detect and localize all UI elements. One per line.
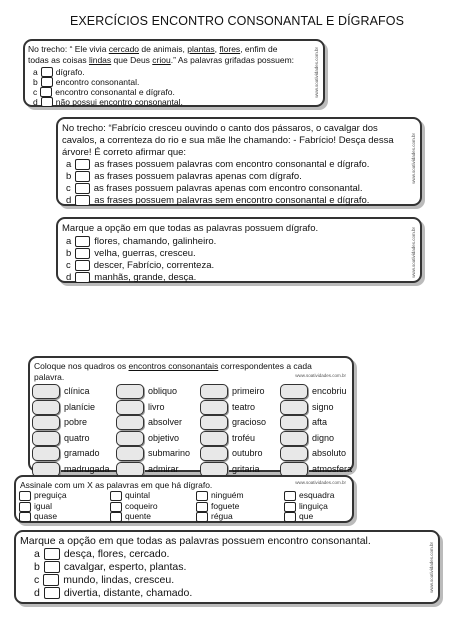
answer-box[interactable]	[200, 400, 228, 415]
underlined-term: encontros consonantais	[128, 361, 219, 371]
answer-checkbox[interactable]	[44, 548, 60, 560]
option-c: c encontro consonantal e dígrafo.	[33, 87, 175, 97]
answer-checkbox[interactable]	[75, 272, 90, 283]
answer-box[interactable]	[32, 415, 60, 430]
watermark: www.soatividades.com.br	[295, 373, 346, 378]
option-c: c mundo, lindas, cresceu.	[34, 574, 175, 586]
answer-box[interactable]	[116, 431, 144, 446]
option-a: a dígrafo.	[33, 67, 85, 77]
answer-box[interactable]	[200, 415, 228, 430]
answer-checkbox[interactable]	[75, 236, 90, 247]
question-1-card	[23, 39, 325, 107]
word-label: absolver	[148, 417, 183, 427]
answer-box[interactable]	[116, 384, 144, 399]
word-label: encobriu	[312, 386, 347, 396]
question-4-text: Coloque nos quadros os encontros consonantais correspondentes a cada palavra.	[34, 361, 312, 382]
answer-checkbox[interactable]	[41, 67, 53, 77]
answer-box[interactable]	[116, 446, 144, 461]
question-2-card	[56, 117, 422, 206]
word-label: digno	[312, 432, 335, 443]
answer-box[interactable]	[280, 415, 308, 430]
answer-checkbox[interactable]	[284, 502, 296, 512]
answer-checkbox[interactable]	[284, 512, 296, 522]
option-d: d manhãs, grande, desça.	[66, 272, 197, 283]
answer-checkbox[interactable]	[19, 491, 31, 501]
answer-checkbox[interactable]	[75, 195, 90, 206]
word-label: atmosfera	[312, 463, 353, 474]
option-b: b cavalgar, esperto, plantas.	[34, 561, 187, 573]
option-d: d não possui encontro consonantal.	[33, 97, 183, 107]
answer-box[interactable]	[32, 446, 60, 461]
word-label: primeiro	[232, 386, 265, 396]
answer-checkbox[interactable]	[44, 587, 60, 599]
answer-box[interactable]	[200, 384, 228, 399]
underlined-word: flores	[219, 44, 241, 54]
option-d: d as frases possuem palavras sem encontro consonantal e dígrafo.	[66, 195, 370, 206]
option-a: a as frases possuem palavras com encontro consonantal e dígrafo.	[66, 159, 370, 170]
word-label: coqueiro	[125, 500, 158, 511]
word-label: que	[299, 511, 314, 521]
word-label: signo	[312, 401, 334, 412]
option-c: c descer, Fabrício, correnteza.	[66, 260, 215, 271]
word-label: clínica	[64, 386, 90, 396]
word-label: gracioso	[232, 417, 267, 427]
answer-checkbox[interactable]	[284, 491, 296, 501]
watermark: www.soatividades.com.br	[314, 47, 319, 98]
option-a: a flores, chamando, galinheiro.	[66, 236, 217, 247]
question-2-text: No trecho: “Fabrício cresceu ouvindo o canto dos pássaros, o cavalgar dos cavalos, a correnteza do rio e sua mãe lhe chamando: - Fabrício! Desça dessa árvore! É correto afirmar que:	[62, 123, 394, 158]
question-6-card	[14, 530, 440, 604]
watermark: www.soatividades.com.br	[411, 133, 416, 184]
answer-box[interactable]	[32, 431, 60, 446]
answer-box[interactable]	[200, 446, 228, 461]
answer-checkbox[interactable]	[196, 512, 208, 522]
option-c: c as frases possuem palavras apenas com encontro consonantal.	[66, 183, 363, 194]
answer-box[interactable]	[116, 400, 144, 415]
answer-checkbox[interactable]	[19, 502, 31, 512]
word-label: quente	[125, 511, 151, 521]
word-label: esquadra	[299, 490, 335, 500]
word-label: igual	[34, 500, 52, 511]
word-label: afta	[312, 417, 328, 427]
word-label: objetivo	[148, 432, 180, 443]
underlined-word: cercado	[108, 44, 140, 54]
answer-checkbox[interactable]	[40, 87, 52, 97]
question-1-text: No trecho: “ Ele vivia cercado de animais, plantas, flores, enfim de todas as coisas lindas que Deus criou.” As palavras grifadas possuem:	[28, 44, 295, 65]
page-title: EXERCÍCIOS ENCONTRO CONSONANTAL E DÍGRAFOS	[69, 14, 405, 28]
answer-box[interactable]	[280, 431, 308, 446]
option-b: b velha, guerras, cresceu.	[66, 248, 196, 259]
answer-checkbox[interactable]	[41, 97, 53, 107]
question-3-text: Marque a opção em que todas as palavras possuem dígrafo.	[62, 223, 319, 234]
underlined-word: criou	[152, 54, 171, 65]
word-label: pobre	[64, 417, 88, 427]
answer-checkbox[interactable]	[19, 512, 31, 522]
answer-box[interactable]	[32, 384, 60, 399]
word-label: planície	[64, 401, 96, 412]
answer-checkbox[interactable]	[110, 502, 122, 512]
question-6-text: Marque a opção em que todas as palavras possuem encontro consonantal.	[20, 535, 371, 547]
answer-checkbox[interactable]	[196, 502, 208, 512]
watermark: www.soatividades.com.br	[411, 227, 416, 278]
word-label: gritaria	[232, 463, 260, 474]
question-3-card	[56, 217, 422, 283]
watermark: www.soatividades.com.br	[429, 542, 434, 593]
answer-box[interactable]	[280, 384, 308, 399]
word-label: outubro	[232, 448, 263, 458]
answer-box[interactable]	[200, 431, 228, 446]
answer-checkbox[interactable]	[44, 561, 60, 573]
question-5-text: Assinale com um X as palavras em que há dígrafo.	[20, 480, 213, 490]
question-4-card	[28, 356, 354, 472]
answer-box[interactable]	[32, 400, 60, 415]
word-label: obliquo	[148, 386, 178, 396]
answer-checkbox[interactable]	[75, 159, 90, 170]
word-label: admirar	[148, 463, 179, 474]
word-label: linguiça	[299, 500, 328, 511]
word-label: submarino	[148, 448, 191, 458]
word-label: régua	[211, 511, 233, 521]
answer-checkbox[interactable]	[75, 248, 90, 259]
answer-checkbox[interactable]	[75, 171, 90, 182]
answer-checkbox[interactable]	[43, 574, 59, 586]
option-a: a desça, flores, cercado.	[34, 548, 170, 560]
word-label: madrugada	[64, 463, 110, 474]
watermark: www.soatividades.com.br	[295, 480, 346, 485]
word-label: quintal	[125, 490, 151, 500]
word-label: troféu	[232, 432, 256, 443]
answer-checkbox[interactable]	[196, 491, 208, 501]
answer-box[interactable]	[280, 446, 308, 461]
answer-box[interactable]	[280, 400, 308, 415]
word-label: gramado	[64, 448, 100, 458]
underlined-word: plantas	[187, 44, 215, 54]
answer-checkbox[interactable]	[110, 491, 122, 501]
word-label: livro	[148, 401, 165, 412]
word-label: ninguém	[211, 490, 244, 500]
answer-checkbox[interactable]	[41, 77, 53, 87]
word-label: preguiça	[34, 490, 67, 500]
option-d: d divertia, distante, chamado.	[34, 587, 193, 599]
option-b: b encontro consonantal.	[33, 77, 140, 87]
underlined-word: lindas	[88, 54, 112, 65]
answer-box[interactable]	[116, 415, 144, 430]
word-label: foguete	[211, 500, 240, 511]
answer-checkbox[interactable]	[75, 183, 90, 194]
word-label: quase	[34, 511, 58, 521]
question-5-card	[14, 475, 354, 523]
option-b: b as frases possuem palavras apenas com dígrafo.	[66, 171, 302, 182]
answer-checkbox[interactable]	[110, 512, 122, 522]
word-label: quatro	[64, 432, 90, 443]
word-label: absoluto	[312, 448, 347, 458]
word-label: teatro	[232, 401, 256, 412]
answer-checkbox[interactable]	[75, 260, 90, 271]
